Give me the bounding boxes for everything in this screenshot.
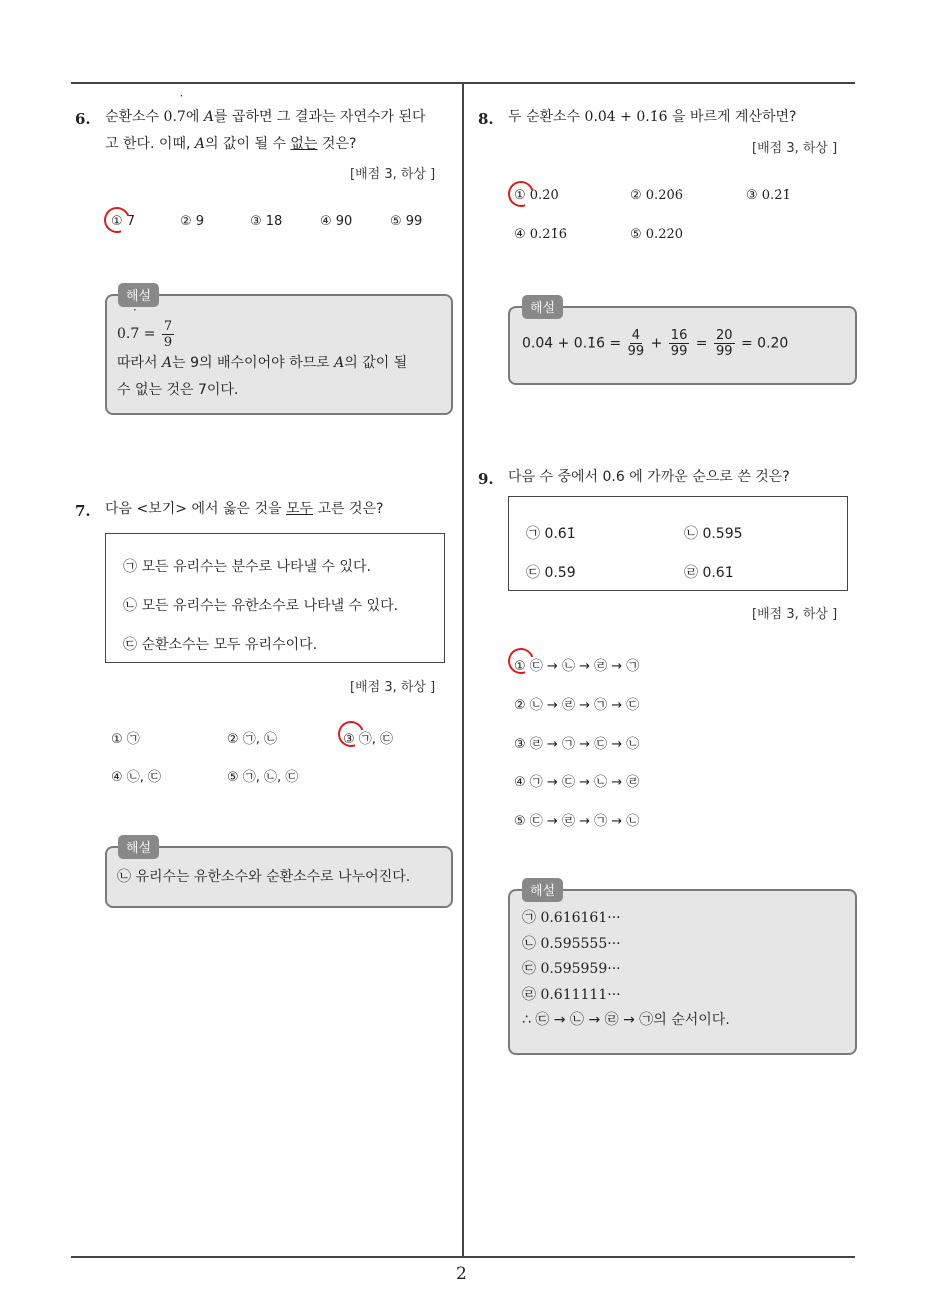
solution-tag: 해설 <box>118 835 159 859</box>
score-label: [배점 3, 하상 ] <box>752 141 838 156</box>
page-number: 2 <box>456 1264 467 1284</box>
question-text: 다음 수 중에서 0.6 에 가까운 순으로 쓴 것은? <box>508 469 790 485</box>
question-text: 두 순환소수 0.0̇4̇ + 0.1̇6̇ 을 바르게 계산하면? <box>508 109 797 125</box>
choice-1[interactable]: ① 7 <box>111 214 136 229</box>
choice-3[interactable]: ③ 0.2̇1̇ <box>746 188 791 203</box>
choice-5[interactable]: ⑤ ㉢ → ㉣ → ㉠ → ㉡ <box>514 814 640 829</box>
fraction: $\frac{4}{99}$ <box>627 328 645 359</box>
fraction: $\frac{7}{9}$ <box>163 318 173 350</box>
choice-4[interactable]: ④ 0.21̇6̇ <box>514 227 568 242</box>
solution-tag: 해설 <box>522 878 563 902</box>
choice-5[interactable]: ⑤ 99 <box>390 214 423 229</box>
score-label: [배점 3, 하상 ] <box>350 680 436 695</box>
solution-equation: 0.0̇4̇ + 0.1̇6̇ = $\frac{4}{99}$ + $\frac{16}{99}$ = $\frac{20}{99}$ = 0.2̇0̇ <box>522 328 789 359</box>
choice-5[interactable]: ⑤ 0.22̇0̇ <box>630 227 684 242</box>
choice-4[interactable]: ④ 90 <box>320 214 353 229</box>
question-number: 9. <box>478 470 494 488</box>
solution-tag: 해설 <box>118 283 159 307</box>
bottom-rule <box>71 1256 855 1258</box>
fraction: $\frac{16}{99}$ <box>670 328 688 359</box>
question-number: 6. <box>75 110 91 128</box>
box-item: ㉢ 0.5̇9̇ <box>526 565 576 581</box>
question-text: 순환소수 0.˙ 7에 A를 곱하면 그 결과는 자연수가 된다 고 한다. 이때, A의 값이 될 수 없는 것은? <box>105 104 460 158</box>
fraction: $\frac{20}{99}$ <box>715 328 733 359</box>
solution-box: ㉡ 유리수는 유한소수와 순환소수로 나누어진다. <box>105 846 453 908</box>
choice-2[interactable]: ② 0.20̇6̇ <box>630 188 684 203</box>
choice-4[interactable]: ④ ㉠ → ㉢ → ㉡ → ㉣ <box>514 775 640 790</box>
box-item: ㉡ 0.595̇ <box>684 526 743 542</box>
solution-box <box>508 889 857 1055</box>
score-label: [배점 3, 하상 ] <box>752 607 838 622</box>
column-divider <box>462 82 464 1257</box>
choice-3[interactable]: ③ 18 <box>250 214 283 229</box>
question-number: 8. <box>478 110 494 128</box>
choice-5[interactable]: ⑤ ㉠, ㉡, ㉢ <box>227 770 299 785</box>
box-item: ㉠ 모든 유리수는 분수로 나타낼 수 있다. <box>123 559 372 575</box>
choice-2[interactable]: ② ㉠, ㉡ <box>227 732 278 747</box>
choice-1[interactable]: ① ㉠ <box>111 732 140 747</box>
solution-lines: ㉠ 0.616161··· ㉡ 0.595555··· ㉢ 0.595959··· ㉣ 0.611111··· ∴ ㉢ → ㉡ → ㉣ → ㉠의 순서이다. <box>522 910 730 1028</box>
box-item: ㉡ 모든 유리수는 유한소수로 나타낼 수 있다. <box>123 598 399 614</box>
box-item: ㉣ 0.61̇ <box>684 565 734 581</box>
choice-1[interactable]: ① 0.2̇0̇ <box>514 188 559 203</box>
example-box <box>508 496 848 591</box>
choice-2[interactable]: ② ㉡ → ㉣ → ㉠ → ㉢ <box>514 698 640 713</box>
example-box <box>105 533 445 663</box>
solution-tag: 해설 <box>522 295 563 319</box>
box-item: ㉠ 0.6̇1̇ <box>526 526 576 542</box>
answer-mark-circle <box>100 203 135 238</box>
choice-3[interactable]: ③ ㉣ → ㉠ → ㉢ → ㉡ <box>514 737 640 752</box>
choice-1[interactable]: ① ㉢ → ㉡ → ㉣ → ㉠ <box>514 659 640 674</box>
box-item: ㉢ 순환소수는 모두 유리수이다. <box>123 637 318 653</box>
solution-box: 0.˙ 7 = $\frac{7}{9}$ 따라서 A는 9의 배수이어야 하므로 A의 값이 될 수 없는 것은 7이다. <box>105 294 453 415</box>
choice-4[interactable]: ④ ㉡, ㉢ <box>111 770 162 785</box>
choice-3[interactable]: ③ ㉠, ㉢ <box>343 732 394 747</box>
question-text: 다음 <보기> 에서 옳은 것을 모두 고른 것은? <box>105 501 384 517</box>
score-label: [배점 3, 하상 ] <box>350 167 436 182</box>
question-number: 7. <box>75 502 91 520</box>
choice-2[interactable]: ② 9 <box>180 214 205 229</box>
answer-mark-circle <box>504 177 539 212</box>
